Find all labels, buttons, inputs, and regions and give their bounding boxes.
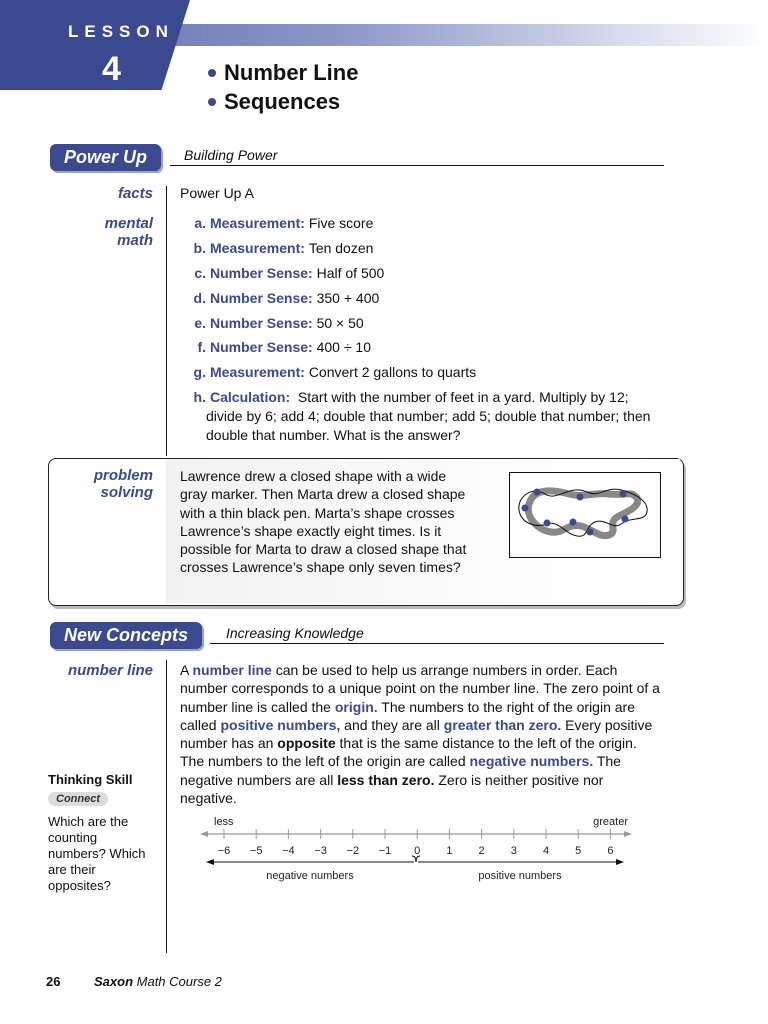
item-label: Number Sense:	[210, 290, 313, 306]
text-run: Every positive number has an	[180, 716, 653, 752]
bullet-icon	[208, 98, 216, 106]
term-greater-than-zero: greater than zero.	[443, 716, 562, 733]
crossing-point	[534, 489, 541, 496]
tick-label: −2	[346, 845, 360, 857]
mental-item-g	[186, 363, 656, 382]
new-concepts-pill: New Concepts	[50, 622, 202, 649]
tick-label: −3	[314, 845, 327, 857]
tick-label: 0	[414, 845, 421, 857]
mental-item-c	[186, 264, 656, 283]
item-letter: c.	[194, 265, 206, 281]
tick-label: −1	[378, 845, 392, 857]
item-text: 50 × 50	[316, 315, 364, 331]
item-letter: h.	[193, 389, 206, 405]
connect-badge: Connect	[48, 792, 108, 806]
book-brand: Saxon	[94, 974, 134, 989]
item-letter: g.	[193, 364, 206, 380]
topic-1-label: Number Line	[224, 60, 359, 85]
item-text: 350 + 400	[316, 290, 380, 306]
text-run: can be used to help us arrange numbers in order. Each number corresponds to a unique point on the number line. The zero point of a number line is called the	[180, 662, 660, 715]
negative-numbers-label: negative numbers	[266, 870, 354, 882]
greater-arrowhead	[624, 831, 632, 837]
tick-group	[218, 829, 614, 857]
item-letter: d.	[193, 290, 206, 306]
thinking-skill-text: Which are the counting numbers? Which are their opposites?	[48, 814, 146, 893]
item-label: Measurement:	[210, 364, 305, 380]
positive-numbers-label: positive numbers	[478, 870, 562, 882]
item-label: Number Sense:	[210, 339, 313, 355]
topic-2-label: Sequences	[224, 89, 341, 114]
crossing-point	[522, 505, 529, 512]
tick-label: 1	[446, 845, 453, 857]
new-concepts-subtitle: Increasing Knowledge	[226, 625, 364, 641]
text-run: A	[180, 662, 193, 678]
tick-label: 3	[510, 845, 517, 857]
greater-label: greater	[593, 816, 628, 828]
term-origin: origin.	[334, 698, 378, 715]
item-letter: a.	[194, 215, 206, 231]
crossing-point	[570, 519, 577, 526]
term-number-line: number line	[192, 662, 272, 678]
tick-label: 6	[607, 845, 614, 857]
tick-label: 5	[575, 845, 582, 857]
item-text: Convert 2 gallons to quarts	[308, 364, 477, 380]
less-label: less	[214, 816, 234, 828]
item-text: Half of 500	[316, 265, 385, 281]
number-line-paragraph	[180, 661, 660, 807]
crossing-point	[577, 494, 584, 501]
topic-2	[208, 89, 340, 115]
text-run: The negative numbers are all	[180, 753, 621, 788]
mental-item-a	[186, 214, 656, 233]
crossing-point	[587, 529, 594, 536]
term-positive-numbers: positive numbers,	[220, 716, 341, 733]
problem-label-line1: problem	[93, 467, 153, 484]
text-run: The numbers to the right of the origin are called	[180, 698, 635, 733]
book-title-text: Math Course 2	[136, 974, 222, 989]
margin-line-bottom	[166, 660, 167, 953]
item-text: Five score	[308, 215, 374, 231]
positive-arrowhead	[616, 859, 624, 865]
tick-label: −5	[249, 845, 263, 857]
mental-math-label	[60, 215, 153, 249]
crossing-shapes-figure	[509, 472, 661, 558]
mental-label-line1: mental	[104, 215, 153, 232]
margin-line-top	[166, 186, 167, 456]
term-opposite: opposite	[277, 735, 336, 752]
item-text: Start with the number of feet in a yard. Multiply by 12; divide by 6; add 4; double that number; add 5; double that number; then double that number. What is the answer?	[206, 389, 651, 443]
item-label: Measurement:	[210, 215, 305, 231]
item-letter: e.	[194, 315, 206, 331]
number-line-figure	[196, 812, 636, 888]
crossing-point	[544, 520, 551, 527]
less-arrowhead	[200, 831, 208, 837]
power-up-pill: Power Up	[50, 144, 161, 171]
power-up-rule	[170, 165, 664, 166]
number-line-label: number line	[67, 662, 153, 679]
lesson-word: LESSON	[68, 22, 174, 41]
crossing-point	[620, 491, 627, 498]
item-label: Measurement:	[210, 240, 305, 256]
term-less-than-zero: less than zero.	[337, 771, 435, 788]
item-label: Number Sense:	[210, 315, 313, 331]
text-run: that is the same distance to the left of the origin. The numbers to the left of the origin are called	[180, 735, 637, 770]
item-text: Ten dozen	[308, 240, 374, 256]
text-run: Zero is neither positive nor negative.	[180, 771, 604, 807]
mental-item-d	[186, 289, 656, 308]
book-title	[94, 974, 222, 989]
problem-label-line2: solving	[100, 484, 153, 501]
tick-label: 4	[542, 845, 550, 857]
problem-text: Lawrence drew a closed shape with a wide gray marker. Then Marta drew a closed shape with a thin black pen. Marta’s shape crosses Lawrence’s shape exactly eight times. Is it possible for Marta to draw a closed shape that crosses Lawrence’s shape only seven times?	[180, 468, 467, 576]
item-label: Calculation:	[210, 389, 291, 405]
problem-solving-label	[60, 467, 153, 501]
mental-label-line2: math	[117, 232, 153, 249]
item-letter: f.	[197, 339, 206, 355]
facts-label: facts	[117, 185, 153, 202]
text-run: and they are all	[340, 716, 444, 733]
new-concepts-rule	[210, 643, 664, 644]
mental-item-e	[186, 314, 656, 333]
power-up-subtitle: Building Power	[184, 147, 278, 163]
mental-item-f	[186, 338, 656, 357]
negative-arrowhead	[206, 859, 214, 865]
thinking-skill-title: Thinking Skill	[48, 772, 133, 787]
tick-label: −4	[282, 845, 295, 857]
lesson-number: 4	[102, 50, 121, 88]
tick-label: 2	[478, 845, 485, 857]
page-number: 26	[46, 974, 61, 989]
bullet-icon	[208, 69, 216, 77]
crossing-point	[622, 516, 629, 523]
lesson-tab	[0, 0, 190, 90]
mental-item-h	[186, 388, 656, 445]
term-negative-numbers: negative numbers.	[469, 753, 594, 770]
tick-label: −6	[217, 845, 231, 857]
facts-value: Power Up A	[180, 185, 254, 201]
mental-item-b	[186, 239, 656, 258]
item-letter: b.	[193, 240, 206, 256]
item-text: 400 ÷ 10	[316, 339, 371, 355]
item-label: Number Sense:	[210, 265, 313, 281]
topic-1	[208, 60, 358, 86]
